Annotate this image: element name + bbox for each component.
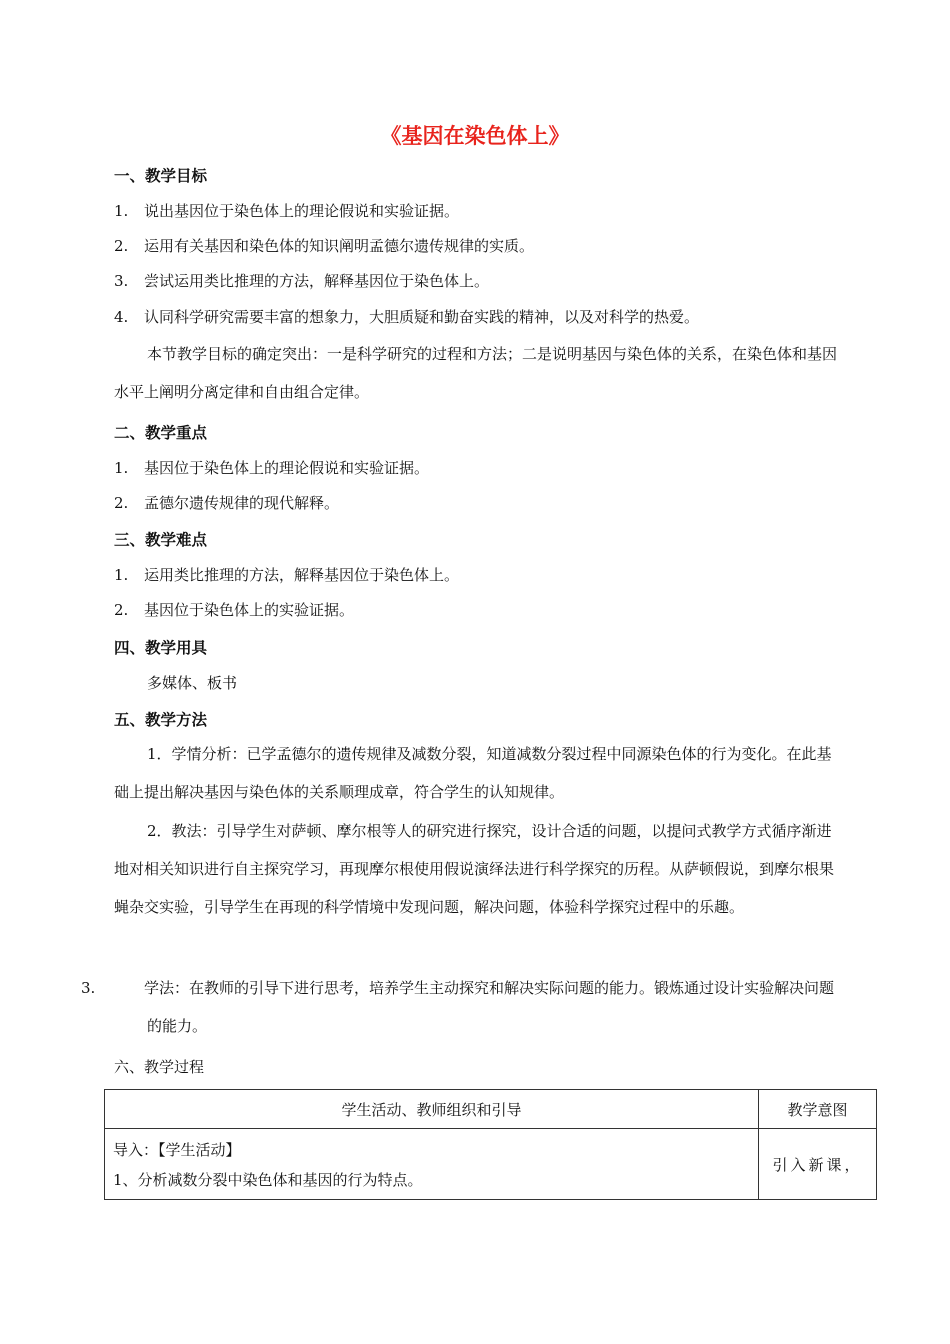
tools-text: 多媒体、板书 bbox=[147, 674, 238, 692]
section-heading-key-points: 二、教学重点 bbox=[114, 424, 208, 442]
table-cell-purpose: 引入新课， bbox=[759, 1129, 877, 1200]
methods-paragraph-2: 2．教法：引导学生对萨顿、摩尔根等人的研究进行探究，设计合适的问题，以提问式教学方式循序渐进地对相关知识进行自主探究学习，再现摩尔根使用假说演绎法进行科学探究的历程。从萨顿假说，到摩尔根果蝇杂交实验，引导学生在再现的科学情境中发现问题，解决问题，体验科学探究过程中的乐趣。 bbox=[114, 822, 835, 916]
table-cell-activity: 导入：【学生活动】 1、分析减数分裂中染色体和基因的行为特点。 bbox=[105, 1129, 759, 1200]
section-heading-tools: 四、教学用具 bbox=[114, 639, 208, 657]
list-item: 1. 运用类比推理的方法，解释基因位于染色体上。 bbox=[114, 566, 460, 584]
list-item: 3. 尝试运用类比推理的方法，解释基因位于染色体上。 bbox=[114, 272, 490, 290]
section-heading-difficulties: 三、教学难点 bbox=[114, 531, 208, 549]
section-heading-methods: 五、教学方法 bbox=[114, 711, 208, 729]
list-item: 1. 基因位于染色体上的理论假说和实验证据。 bbox=[114, 459, 430, 477]
methods-paragraph-3: 3. 学法：在教师的引导下进行思考，培养学生主动探究和解决实际问题的能力。锻炼通过设计实验解决问题的能力。 bbox=[81, 979, 835, 1035]
page-title: 《基因在染色体上》 bbox=[380, 124, 570, 148]
section-heading-objectives: 一、教学目标 bbox=[114, 167, 208, 185]
section-heading-process: 六、教学过程 bbox=[114, 1058, 205, 1076]
table-header-activities: 学生活动、教师组织和引导 bbox=[105, 1090, 759, 1129]
list-item: 2. 孟德尔遗传规律的现代解释。 bbox=[114, 494, 340, 512]
methods-paragraph-1: 1．学情分析：已学孟德尔的遗传规律及减数分裂，知道减数分裂过程中同源染色体的行为变化。在此基础上提出解决基因与染色体的关系顺理成章，符合学生的认知规律。 bbox=[114, 745, 832, 801]
table-header-purpose: 教学意图 bbox=[759, 1090, 877, 1129]
list-item: 2. 基因位于染色体上的实验证据。 bbox=[114, 601, 355, 619]
process-table bbox=[104, 1089, 877, 1200]
list-item: 1. 说出基因位于染色体上的理论假说和实验证据。 bbox=[114, 202, 460, 220]
list-item: 4. 认同科学研究需要丰富的想象力，大胆质疑和勤奋实践的精神，以及对科学的热爱。 bbox=[114, 308, 700, 326]
objectives-summary: 本节教学目标的确定突出：一是科学研究的过程和方法；二是说明基因与染色体的关系，在染色体和基因水平上阐明分离定律和自由组合定律。 bbox=[114, 345, 838, 401]
list-item: 2. 运用有关基因和染色体的知识阐明孟德尔遗传规律的实质。 bbox=[114, 237, 535, 255]
table-row bbox=[105, 1129, 877, 1200]
